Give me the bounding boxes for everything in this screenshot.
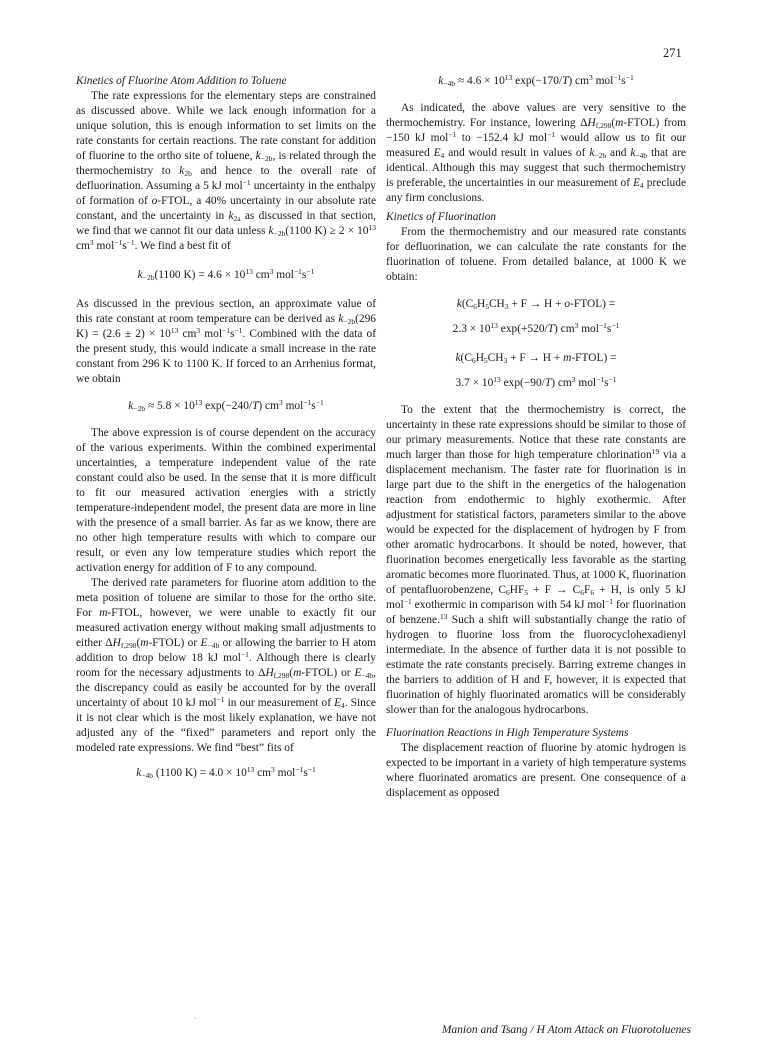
equation-meta-fluorination-rhs: $3.7 \times 10^{13}$ exp(−90/T) $cm^3$ $mol^{-1}s^{-1}$ — [455, 375, 617, 389]
right-column — [386, 74, 686, 801]
paragraph-detailed-balance: From the thermochemistry and our measured rate constants for defluorination, we can calculate the rate constants for the fluorination of toluene. From detailed balance, at 1000 K we obtain: — [386, 226, 686, 283]
paragraph-uncertainty-fluorination: To the extent that the thermochemistry is correct, the uncertainty in these rate expressions should be similar to those of our primary measurements. Notice that these rate constants are much larger than those for high temperature chlorination$^{19}$ via a displacement mechanism. The faster rate for fluorination is in large part due to the shift in the energetics of the halogenation reaction from endothermic to highly exothermic. After adjustment for statistical factors, parameters similar to the above would be expected for the displacement of hydrogen by F from other aromatic hydrocarbons. It should be noted, however, that fluorination becomes energetically less favorable as the starting aromatic becomes more fluorinated. Thus, at 1000 K, fluorination of pentafluorobenzene, $C_6HF_5 + F \to C_6F_6 + H$, is only 5 kJ mol$^{-1}$ exothermic in comparison with 54 kJ mol$^{-1}$ for fluorination of benzene.$^{13}$ Such a shift will substantially change the ratio of hydrogen to fluorine loss from the fluorocyclohexadienyl intermediate. In the absence of further data it is not possible to estimate the rate constants precisely. Barring extreme changes in the barriers to addition of H and F, however, it is expected that fluorination of highly fluorinated aromatics will be considerably slower than for the analogous hydrocarbons. — [386, 404, 686, 716]
paragraph-meta-position: The derived rate parameters for fluorine atom addition to the meta position of toluene are similar to those for the ortho site. For m-FTOL, however, we were unable to exactly fit our measured activation energy without making small adjustments to either $\Delta H_{f,298}(m-FTOL)$ or $E_{-4b}$ or allowing the barrier to H atom addition to drop below 18 kJ mol$^{-1}$. Although there is clearly room for the necessary adjustments to $\Delta H_{f,298}(m-FTOL)$ or $E_{-4b}$, the discrepancy could as easily be accounted for by the overall uncertainty of about 10 kJ mol$^{-1}$ in our measurement of $E_4$. Since it is not clear which is the most likely explanation, we have not adjusted any of the “fixed” parameters and report only the modeled rate expressions. We find “best” fits of — [76, 577, 377, 754]
paragraph-expression-dependence: The above expression is of course dependent on the accuracy of the various experiments. Within the combined experimental uncertainties, a temperature independent value of the rate constant could also be used. In the sense that it is more difficult to fit our measured activation energies with a strictly temperature-independent model, the present data are more in line with the presence of a small barrier. As far as we know, there are no other high temperature results with which to compare our result, or even any low temperature studies which report the activation energy for addition of F to any compound. — [76, 427, 376, 574]
paragraph-rate-constraints: The rate expressions for the elementary steps are constrained as discussed above. While we lack enough information for a unique solution, this is enough information to set limits on the rate constants for certain reactions. The rate constant for addition of fluorine to the ortho site of toluene, $k_{-2b}$, is related through the thermochemistry to $k_{2b}$ and hence to the overall rate of defluorination. Assuming a 5 kJ mol$^{-1}$ uncertainty in the enthalpy of formation of o-FTOL, a 40% uncertainty in our absolute rate constant, and the uncertainty in $k_{2a}$ as discussed in that section, we find that we cannot fit our data unless $k_{-2b}(1100$ $K) \ge 2 \times 10^{13}$ $cm^3$ $mol^{-1}s^{-1}$. We find a best fit of — [76, 90, 377, 252]
paragraph-thermochemistry-sensitivity: As indicated, the above values are very sensitive to the thermochemistry. For instance, lowering $\Delta H_{f,298}(m-FTOL)$ from −150 kJ mol$^{-1}$ to −152.4 kJ mol$^{-1}$ would allow us to fit our measured $E_4$ and would result in values of $k_{-2b}$ and $k_{-4b}$ that are identical. Although this may suggest that such thermochemistry is preferable, the uncertainties in our measurement of $E_4$ preclude any firm conclusions. — [386, 102, 687, 204]
equation-k-2b-1100k: $k_{-2b}(1100$ $K) = 4.6 \times 10^{13}$ $cm^3$ $mol^{-1}s^{-1}$ — [137, 267, 315, 282]
section-title-fluorination: Kinetics of Fluorination — [386, 211, 497, 223]
section-title-fluorine-addition: Kinetics of Fluorine Atom Addition to Toluene — [76, 75, 287, 87]
running-footer: Manion and Tsang / H Atom Attack on Fluorotoluenes — [441, 1024, 691, 1036]
left-column — [76, 74, 376, 781]
section-title-high-temperature: Fluorination Reactions in High Temperature Systems — [386, 727, 629, 739]
equation-ortho-fluorination-rhs: $2.3 \times 10^{13}$ exp(+520/T) $cm^3$ $mol^{-1}s^{-1}$ — [452, 321, 620, 335]
equation-meta-fluorination-lhs: $k(C_6H_5CH_3 + F \to H$ + m-FTOL) = — [455, 352, 617, 365]
stray-mark: · — [194, 1014, 197, 1023]
paragraph-room-temperature: As discussed in the previous section, an approximate value of this rate constant at room temperature can be derived as $k_{-2b}(296$ $K) = (2.6 \pm 2) \times 10^{13}$ $cm^3$ $mol^{-1}s^{-1}$. Combined with the data of the present study, this would indicate a small increase in the rate constant from 296 K to 1100 K. If forced to an Arrhenius format, we obtain — [76, 298, 377, 385]
equation-ortho-fluorination-lhs: $k(C_6H_5CH_3 + F \to H$ + o-FTOL) = — [456, 298, 616, 311]
equation-k-2b-arrhenius: $k_{-2b} \approx 5.8 \times 10^{13}$ exp(−240/T) $cm^3$ $mol^{-1}s^{-1}$ — [128, 398, 324, 413]
paragraph-displacement-reaction: The displacement reaction of fluorine by atomic hydrogen is expected to be important in a variety of high temperature systems where fluorinated aromatics are present. One consequence of a displacement as opposed — [386, 742, 686, 799]
equation-k-4b-1100k: $k_{-4b}$ (1100 $K) = 4.0 \times 10^{13}$ $cm^3$ $mol^{-1}s^{-1}$ — [136, 765, 316, 780]
page-number: 271 — [663, 46, 682, 60]
equation-k-4b-arrhenius: $k_{-4b} \approx 4.6 \times 10^{13}$ exp(−170/T) $cm^3$ $mol^{-1}s^{-1}$ — [438, 73, 634, 88]
